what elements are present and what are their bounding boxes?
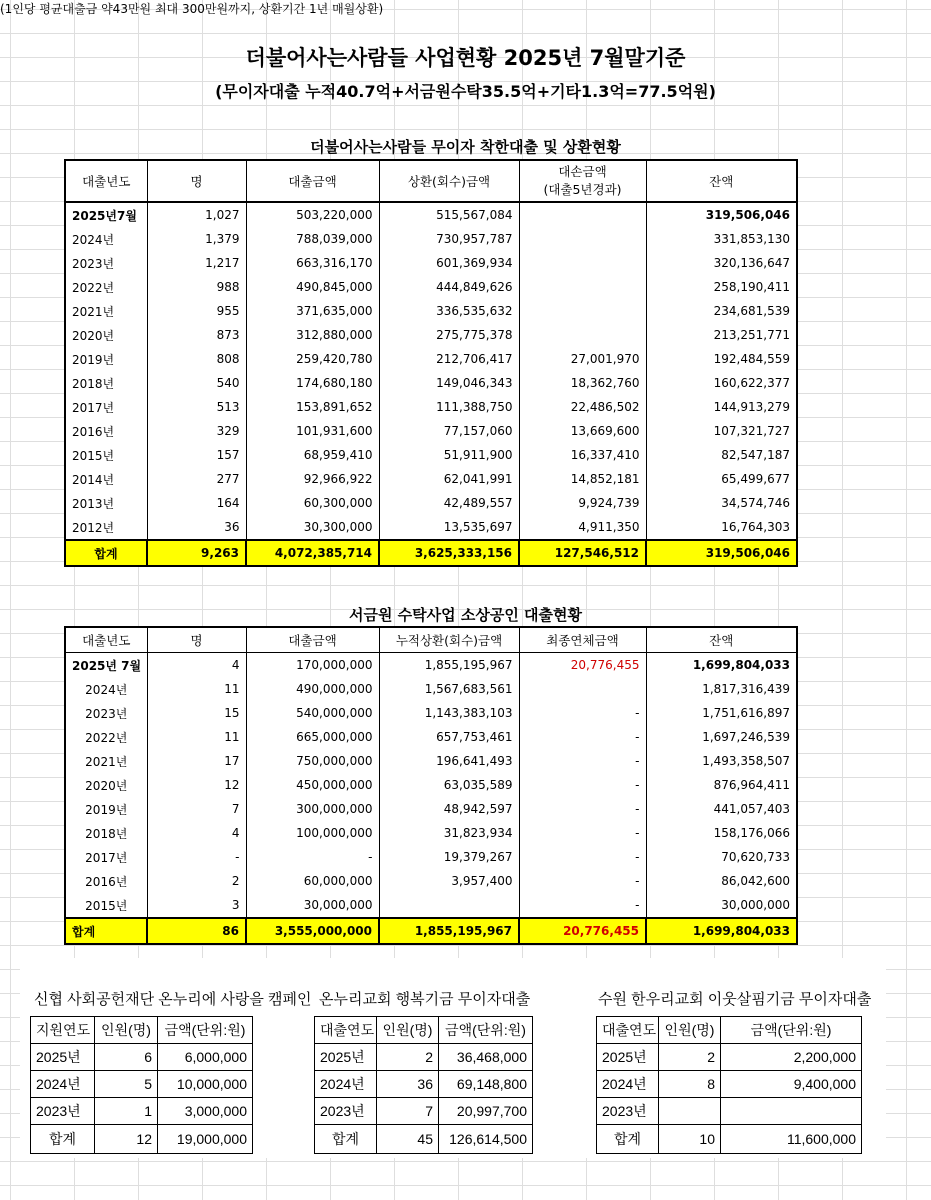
cell-bad-debt bbox=[519, 275, 646, 299]
cell-year: 2016년 bbox=[65, 419, 147, 443]
cell-balance: 319,506,046 bbox=[646, 202, 797, 227]
cell-year: 2025년 bbox=[597, 1044, 659, 1071]
consigned-table-title: 서금원 수탁사업 소상공인 대출현황 bbox=[348, 606, 583, 624]
cell-people bbox=[659, 1098, 721, 1125]
total-repaid-amount: 3,625,333,156 bbox=[379, 540, 519, 566]
table-row bbox=[65, 323, 797, 347]
cell-year: 2020년 bbox=[65, 323, 147, 347]
cell-overdue: 20,776,455 bbox=[519, 653, 646, 678]
cell-loan-amount: 60,000,000 bbox=[246, 869, 379, 893]
cell-bad-debt: 13,669,600 bbox=[519, 419, 646, 443]
cell-people: 955 bbox=[147, 299, 246, 323]
cell-loan-amount: 490,845,000 bbox=[246, 275, 379, 299]
cell-loan-amount: 153,891,652 bbox=[246, 395, 379, 419]
cell-balance: 107,321,727 bbox=[646, 419, 797, 443]
cell-year: 2025년 7월 bbox=[65, 653, 147, 678]
cell-cumulative-repaid: 19,379,267 bbox=[379, 845, 519, 869]
total-people: 9,263 bbox=[147, 540, 246, 566]
cell-year: 2024년 bbox=[65, 227, 147, 251]
table-row bbox=[65, 371, 797, 395]
cell-balance: 213,251,771 bbox=[646, 323, 797, 347]
total-people: 45 bbox=[377, 1125, 439, 1154]
cell-year: 2015년 bbox=[65, 893, 147, 918]
header-people: 명 bbox=[147, 160, 246, 202]
cell-loan-amount: 450,000,000 bbox=[246, 773, 379, 797]
cell-balance: 1,751,616,897 bbox=[646, 701, 797, 725]
cell-cumulative-repaid bbox=[379, 893, 519, 918]
cell-balance: 1,817,316,439 bbox=[646, 677, 797, 701]
cell-repaid-amount: 149,046,343 bbox=[379, 371, 519, 395]
cell-people: 36 bbox=[147, 515, 246, 540]
cell-repaid-amount: 336,535,632 bbox=[379, 299, 519, 323]
table-row bbox=[65, 749, 797, 773]
header-loan-amount: 대출금액 bbox=[246, 627, 379, 653]
cell-loan-amount: 259,420,780 bbox=[246, 347, 379, 371]
cell-amount: 3,000,000 bbox=[158, 1098, 253, 1125]
cell-repaid-amount: 13,535,697 bbox=[379, 515, 519, 540]
cell-balance: 160,622,377 bbox=[646, 371, 797, 395]
total-people: 12 bbox=[95, 1125, 158, 1154]
header-year: 대출년도 bbox=[65, 160, 147, 202]
cell-bad-debt: 14,852,181 bbox=[519, 467, 646, 491]
cell-people: 12 bbox=[147, 773, 246, 797]
header-year: 대출연도 bbox=[315, 1017, 377, 1044]
cell-bad-debt bbox=[519, 227, 646, 251]
cell-cumulative-repaid: 1,143,383,103 bbox=[379, 701, 519, 725]
cell-amount: 10,000,000 bbox=[158, 1071, 253, 1098]
cell-loan-amount: 665,000,000 bbox=[246, 725, 379, 749]
table-header-row bbox=[65, 627, 797, 653]
cell-year: 2020년 bbox=[65, 773, 147, 797]
cell-bad-debt bbox=[519, 251, 646, 275]
cell-cumulative-repaid: 196,641,493 bbox=[379, 749, 519, 773]
cell-balance: 234,681,539 bbox=[646, 299, 797, 323]
cell-balance: 1,493,358,507 bbox=[646, 749, 797, 773]
cell-people: 329 bbox=[147, 419, 246, 443]
cell-balance: 70,620,733 bbox=[646, 845, 797, 869]
cell-bad-debt bbox=[519, 299, 646, 323]
table-row bbox=[31, 1098, 253, 1125]
table-row bbox=[65, 395, 797, 419]
cell-loan-amount: 371,635,000 bbox=[246, 299, 379, 323]
table-footnote: (1인당 평균대출금 약43만원 최대 300만원까지, 상환기간 1년 매월상환) bbox=[0, 2, 384, 16]
table-row bbox=[65, 275, 797, 299]
cell-cumulative-repaid: 48,942,597 bbox=[379, 797, 519, 821]
cell-people: 513 bbox=[147, 395, 246, 419]
cell-bad-debt bbox=[519, 202, 646, 227]
total-people: 86 bbox=[147, 918, 246, 944]
table-row bbox=[597, 1098, 862, 1125]
table-row bbox=[315, 1098, 533, 1125]
cell-loan-amount: 174,680,180 bbox=[246, 371, 379, 395]
cell-people: 36 bbox=[377, 1071, 439, 1098]
cell-people: 873 bbox=[147, 323, 246, 347]
cell-people: 6 bbox=[95, 1044, 158, 1071]
cell-overdue: - bbox=[519, 869, 646, 893]
header-year: 지원연도 bbox=[31, 1017, 95, 1044]
cell-year: 2017년 bbox=[65, 395, 147, 419]
table-header-row bbox=[31, 1017, 253, 1044]
cell-amount: 6,000,000 bbox=[158, 1044, 253, 1071]
cell-repaid-amount: 730,957,787 bbox=[379, 227, 519, 251]
table-header-row bbox=[315, 1017, 533, 1044]
cell-balance: 65,499,677 bbox=[646, 467, 797, 491]
total-year: 합계 bbox=[597, 1125, 659, 1154]
cell-year: 2022년 bbox=[65, 275, 147, 299]
cell-people: 157 bbox=[147, 443, 246, 467]
table-row bbox=[65, 251, 797, 275]
cell-cumulative-repaid: 1,855,195,967 bbox=[379, 653, 519, 678]
cell-balance: 192,484,559 bbox=[646, 347, 797, 371]
header-people: 인원(명) bbox=[659, 1017, 721, 1044]
onnuri-fund-table bbox=[314, 1016, 533, 1154]
table-row bbox=[65, 299, 797, 323]
total-row bbox=[65, 540, 797, 566]
table-row bbox=[65, 869, 797, 893]
cell-repaid-amount: 77,157,060 bbox=[379, 419, 519, 443]
cell-year: 2017년 bbox=[65, 845, 147, 869]
cell-loan-amount: - bbox=[246, 845, 379, 869]
cell-year: 2014년 bbox=[65, 467, 147, 491]
cell-year: 2019년 bbox=[65, 797, 147, 821]
table-row bbox=[65, 202, 797, 227]
cell-bad-debt: 27,001,970 bbox=[519, 347, 646, 371]
cell-year: 2019년 bbox=[65, 347, 147, 371]
cell-amount bbox=[721, 1098, 862, 1125]
cell-year: 2025년7월 bbox=[65, 202, 147, 227]
cell-repaid-amount: 444,849,626 bbox=[379, 275, 519, 299]
cell-loan-amount: 490,000,000 bbox=[246, 677, 379, 701]
cell-year: 2023년 bbox=[31, 1098, 95, 1125]
total-row bbox=[31, 1125, 253, 1154]
header-people: 인원(명) bbox=[95, 1017, 158, 1044]
cell-year: 2021년 bbox=[65, 299, 147, 323]
cell-loan-amount: 750,000,000 bbox=[246, 749, 379, 773]
cell-people: 1,027 bbox=[147, 202, 246, 227]
header-bad-debt bbox=[519, 160, 646, 202]
table-row bbox=[65, 773, 797, 797]
cell-year: 2013년 bbox=[65, 491, 147, 515]
cell-people: 4 bbox=[147, 821, 246, 845]
cell-year: 2015년 bbox=[65, 443, 147, 467]
header-bad-debt-note: (대출5년경과) bbox=[543, 182, 622, 197]
header-balance: 잔액 bbox=[646, 627, 797, 653]
cell-people: 11 bbox=[147, 725, 246, 749]
cell-people: 2 bbox=[659, 1044, 721, 1071]
shinhyup-campaign-table bbox=[30, 1016, 253, 1154]
table-row bbox=[65, 515, 797, 540]
onnuri-fund-title: 온누리교회 행복기금 무이자대출 bbox=[319, 991, 531, 1008]
cell-amount: 69,148,800 bbox=[439, 1071, 533, 1098]
total-loan-amount: 4,072,385,714 bbox=[246, 540, 379, 566]
table-row bbox=[65, 227, 797, 251]
cell-amount: 36,468,000 bbox=[439, 1044, 533, 1071]
cell-people: 1,379 bbox=[147, 227, 246, 251]
cell-overdue bbox=[519, 677, 646, 701]
table-row bbox=[65, 845, 797, 869]
cell-overdue: - bbox=[519, 701, 646, 725]
total-cumulative-repaid: 1,855,195,967 bbox=[379, 918, 519, 944]
cell-year: 2023년 bbox=[65, 701, 147, 725]
cell-cumulative-repaid: 1,567,683,561 bbox=[379, 677, 519, 701]
header-cumulative-repaid: 누적상환(회수)금액 bbox=[379, 627, 519, 653]
table-row bbox=[65, 701, 797, 725]
table-row bbox=[65, 491, 797, 515]
cell-people: 8 bbox=[659, 1071, 721, 1098]
cell-loan-amount: 101,931,600 bbox=[246, 419, 379, 443]
table-row bbox=[65, 467, 797, 491]
cell-balance: 441,057,403 bbox=[646, 797, 797, 821]
cell-people: 1,217 bbox=[147, 251, 246, 275]
cell-balance: 320,136,647 bbox=[646, 251, 797, 275]
cell-people: 7 bbox=[147, 797, 246, 821]
table-row bbox=[315, 1044, 533, 1071]
cell-bad-debt bbox=[519, 323, 646, 347]
cell-people: 988 bbox=[147, 275, 246, 299]
cell-repaid-amount: 275,775,378 bbox=[379, 323, 519, 347]
total-year: 합계 bbox=[31, 1125, 95, 1154]
total-year: 합계 bbox=[65, 918, 147, 944]
cell-loan-amount: 312,880,000 bbox=[246, 323, 379, 347]
total-year: 합계 bbox=[65, 540, 147, 566]
cell-overdue: - bbox=[519, 797, 646, 821]
cell-repaid-amount: 212,706,417 bbox=[379, 347, 519, 371]
total-overdue: 20,776,455 bbox=[519, 918, 646, 944]
cell-year: 2025년 bbox=[315, 1044, 377, 1071]
table-row bbox=[65, 797, 797, 821]
shinhyup-campaign-title: 신협 사회공헌재단 온누리에 사랑을 캠페인 bbox=[34, 991, 312, 1008]
cell-balance: 1,697,246,539 bbox=[646, 725, 797, 749]
interest-free-loan-table bbox=[64, 159, 798, 567]
cell-balance: 86,042,600 bbox=[646, 869, 797, 893]
table-header-row bbox=[597, 1017, 862, 1044]
cell-people: 11 bbox=[147, 677, 246, 701]
table-row bbox=[65, 419, 797, 443]
total-balance: 319,506,046 bbox=[646, 540, 797, 566]
cell-loan-amount: 300,000,000 bbox=[246, 797, 379, 821]
cell-people: 808 bbox=[147, 347, 246, 371]
cell-year: 2024년 bbox=[315, 1071, 377, 1098]
cell-repaid-amount: 62,041,991 bbox=[379, 467, 519, 491]
cell-loan-amount: 503,220,000 bbox=[246, 202, 379, 227]
cell-people: - bbox=[147, 845, 246, 869]
table-row bbox=[31, 1044, 253, 1071]
header-bad-debt-label: 대손금액 bbox=[558, 164, 607, 179]
table-row bbox=[65, 443, 797, 467]
cell-year: 2021년 bbox=[65, 749, 147, 773]
header-repaid-amount: 상환(회수)금액 bbox=[379, 160, 519, 202]
cell-year: 2023년 bbox=[65, 251, 147, 275]
table-row bbox=[597, 1071, 862, 1098]
header-amount: 금액(단위:원) bbox=[158, 1017, 253, 1044]
cell-overdue: - bbox=[519, 821, 646, 845]
cell-people: 4 bbox=[147, 653, 246, 678]
cell-year: 2012년 bbox=[65, 515, 147, 540]
cell-overdue: - bbox=[519, 845, 646, 869]
cell-bad-debt: 4,911,350 bbox=[519, 515, 646, 540]
cell-people: 17 bbox=[147, 749, 246, 773]
cell-bad-debt: 18,362,760 bbox=[519, 371, 646, 395]
cell-repaid-amount: 515,567,084 bbox=[379, 202, 519, 227]
cell-year: 2018년 bbox=[65, 821, 147, 845]
cell-cumulative-repaid: 63,035,589 bbox=[379, 773, 519, 797]
cell-balance: 34,574,746 bbox=[646, 491, 797, 515]
table-row bbox=[31, 1071, 253, 1098]
consigned-loan-table bbox=[64, 626, 798, 945]
cell-people: 3 bbox=[147, 893, 246, 918]
cell-loan-amount: 100,000,000 bbox=[246, 821, 379, 845]
table-row bbox=[65, 347, 797, 371]
cell-repaid-amount: 42,489,557 bbox=[379, 491, 519, 515]
cell-loan-amount: 92,966,922 bbox=[246, 467, 379, 491]
total-row bbox=[315, 1125, 533, 1154]
cell-people: 15 bbox=[147, 701, 246, 725]
cell-repaid-amount: 111,388,750 bbox=[379, 395, 519, 419]
header-overdue: 최종연체금액 bbox=[519, 627, 646, 653]
cell-loan-amount: 788,039,000 bbox=[246, 227, 379, 251]
cell-bad-debt: 9,924,739 bbox=[519, 491, 646, 515]
cell-year: 2024년 bbox=[65, 677, 147, 701]
cell-balance: 1,699,804,033 bbox=[646, 653, 797, 678]
cell-balance: 144,913,279 bbox=[646, 395, 797, 419]
cell-bad-debt: 16,337,410 bbox=[519, 443, 646, 467]
cell-balance: 158,176,066 bbox=[646, 821, 797, 845]
table-row bbox=[65, 893, 797, 918]
cell-repaid-amount: 601,369,934 bbox=[379, 251, 519, 275]
cell-repaid-amount: 51,911,900 bbox=[379, 443, 519, 467]
table-row bbox=[65, 821, 797, 845]
cell-year: 2023년 bbox=[315, 1098, 377, 1125]
cell-loan-amount: 68,959,410 bbox=[246, 443, 379, 467]
cell-cumulative-repaid: 31,823,934 bbox=[379, 821, 519, 845]
header-people: 명 bbox=[147, 627, 246, 653]
cell-loan-amount: 30,300,000 bbox=[246, 515, 379, 540]
cell-people: 540 bbox=[147, 371, 246, 395]
hanwoori-fund-table bbox=[596, 1016, 862, 1154]
total-amount: 11,600,000 bbox=[721, 1125, 862, 1154]
total-row bbox=[65, 918, 797, 944]
cell-people: 5 bbox=[95, 1071, 158, 1098]
total-bad-debt: 127,546,512 bbox=[519, 540, 646, 566]
cell-people: 1 bbox=[95, 1098, 158, 1125]
cell-year: 2023년 bbox=[597, 1098, 659, 1125]
cell-year: 2018년 bbox=[65, 371, 147, 395]
header-loan-amount: 대출금액 bbox=[246, 160, 379, 202]
cell-bad-debt: 22,486,502 bbox=[519, 395, 646, 419]
cell-year: 2024년 bbox=[31, 1071, 95, 1098]
total-people: 10 bbox=[659, 1125, 721, 1154]
total-row bbox=[597, 1125, 862, 1154]
cell-loan-amount: 170,000,000 bbox=[246, 653, 379, 678]
total-balance: 1,699,804,033 bbox=[646, 918, 797, 944]
loan-table-title: 더불어사는사람들 무이자 착한대출 및 상환현황 bbox=[310, 138, 621, 156]
table-row bbox=[597, 1044, 862, 1071]
cell-loan-amount: 663,316,170 bbox=[246, 251, 379, 275]
cell-people: 2 bbox=[147, 869, 246, 893]
cell-people: 277 bbox=[147, 467, 246, 491]
header-amount: 금액(단위:원) bbox=[721, 1017, 862, 1044]
cell-loan-amount: 540,000,000 bbox=[246, 701, 379, 725]
total-loan-amount: 3,555,000,000 bbox=[246, 918, 379, 944]
header-people: 인원(명) bbox=[377, 1017, 439, 1044]
cell-people: 2 bbox=[377, 1044, 439, 1071]
page-subtitle: (무이자대출 누적40.7억+서금원수탁35.5억+기타1.3억=77.5억원) bbox=[215, 82, 716, 101]
cell-balance: 258,190,411 bbox=[646, 275, 797, 299]
total-amount: 126,614,500 bbox=[439, 1125, 533, 1154]
cell-people: 164 bbox=[147, 491, 246, 515]
cell-balance: 82,547,187 bbox=[646, 443, 797, 467]
cell-overdue: - bbox=[519, 893, 646, 918]
cell-year: 2016년 bbox=[65, 869, 147, 893]
cell-balance: 331,853,130 bbox=[646, 227, 797, 251]
cell-loan-amount: 60,300,000 bbox=[246, 491, 379, 515]
header-balance: 잔액 bbox=[646, 160, 797, 202]
table-row bbox=[65, 725, 797, 749]
cell-amount: 20,997,700 bbox=[439, 1098, 533, 1125]
cell-balance: 30,000,000 bbox=[646, 893, 797, 918]
table-row bbox=[65, 677, 797, 701]
header-amount: 금액(단위:원) bbox=[439, 1017, 533, 1044]
page-title: 더불어사는사람들 사업현황 2025년 7월말기준 bbox=[245, 46, 686, 70]
cell-year: 2022년 bbox=[65, 725, 147, 749]
cell-overdue: - bbox=[519, 773, 646, 797]
cell-amount: 2,200,000 bbox=[721, 1044, 862, 1071]
cell-overdue: - bbox=[519, 749, 646, 773]
cell-people: 7 bbox=[377, 1098, 439, 1125]
cell-balance: 876,964,411 bbox=[646, 773, 797, 797]
cell-cumulative-repaid: 3,957,400 bbox=[379, 869, 519, 893]
hanwoori-fund-title: 수원 한우리교회 이웃살핌기금 무이자대출 bbox=[598, 991, 872, 1008]
cell-cumulative-repaid: 657,753,461 bbox=[379, 725, 519, 749]
cell-balance: 16,764,303 bbox=[646, 515, 797, 540]
table-row bbox=[315, 1071, 533, 1098]
header-year: 대출년도 bbox=[65, 627, 147, 653]
cell-amount: 9,400,000 bbox=[721, 1071, 862, 1098]
total-year: 합계 bbox=[315, 1125, 377, 1154]
cell-year: 2025년 bbox=[31, 1044, 95, 1071]
cell-loan-amount: 30,000,000 bbox=[246, 893, 379, 918]
cell-overdue: - bbox=[519, 725, 646, 749]
table-row bbox=[65, 653, 797, 678]
table-header-row bbox=[65, 160, 797, 202]
total-amount: 19,000,000 bbox=[158, 1125, 253, 1154]
cell-year: 2024년 bbox=[597, 1071, 659, 1098]
header-year: 대출연도 bbox=[597, 1017, 659, 1044]
